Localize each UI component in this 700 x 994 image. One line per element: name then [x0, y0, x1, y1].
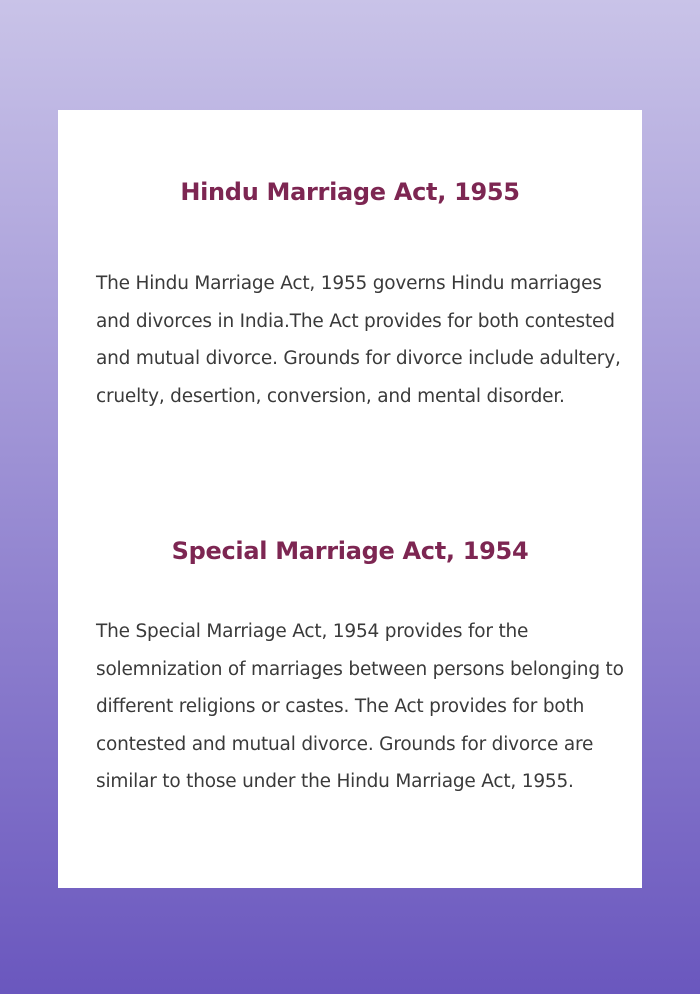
content-card	[58, 110, 642, 888]
section-title-special-marriage-act: Special Marriage Act, 1954	[171, 537, 529, 565]
section-title-hindu-marriage-act: Hindu Marriage Act, 1955	[180, 178, 520, 206]
section-body-hindu-marriage-act: The Hindu Marriage Act, 1955 governs Hindu marriages and divorces in India.The Act provides for both contested and mutual divorce. Grounds for divorce include adultery, cruelty, desertion, conversion, and mental disorder.	[96, 273, 621, 407]
section-body-special-marriage-act: The Special Marriage Act, 1954 provides for the solemnization of marriages between persons belonging to different religions or castes. The Act provides for both contested and mutual divorce. Grounds for divorce are similar to those under the Hindu Marriage Act, 1955.	[96, 621, 624, 793]
